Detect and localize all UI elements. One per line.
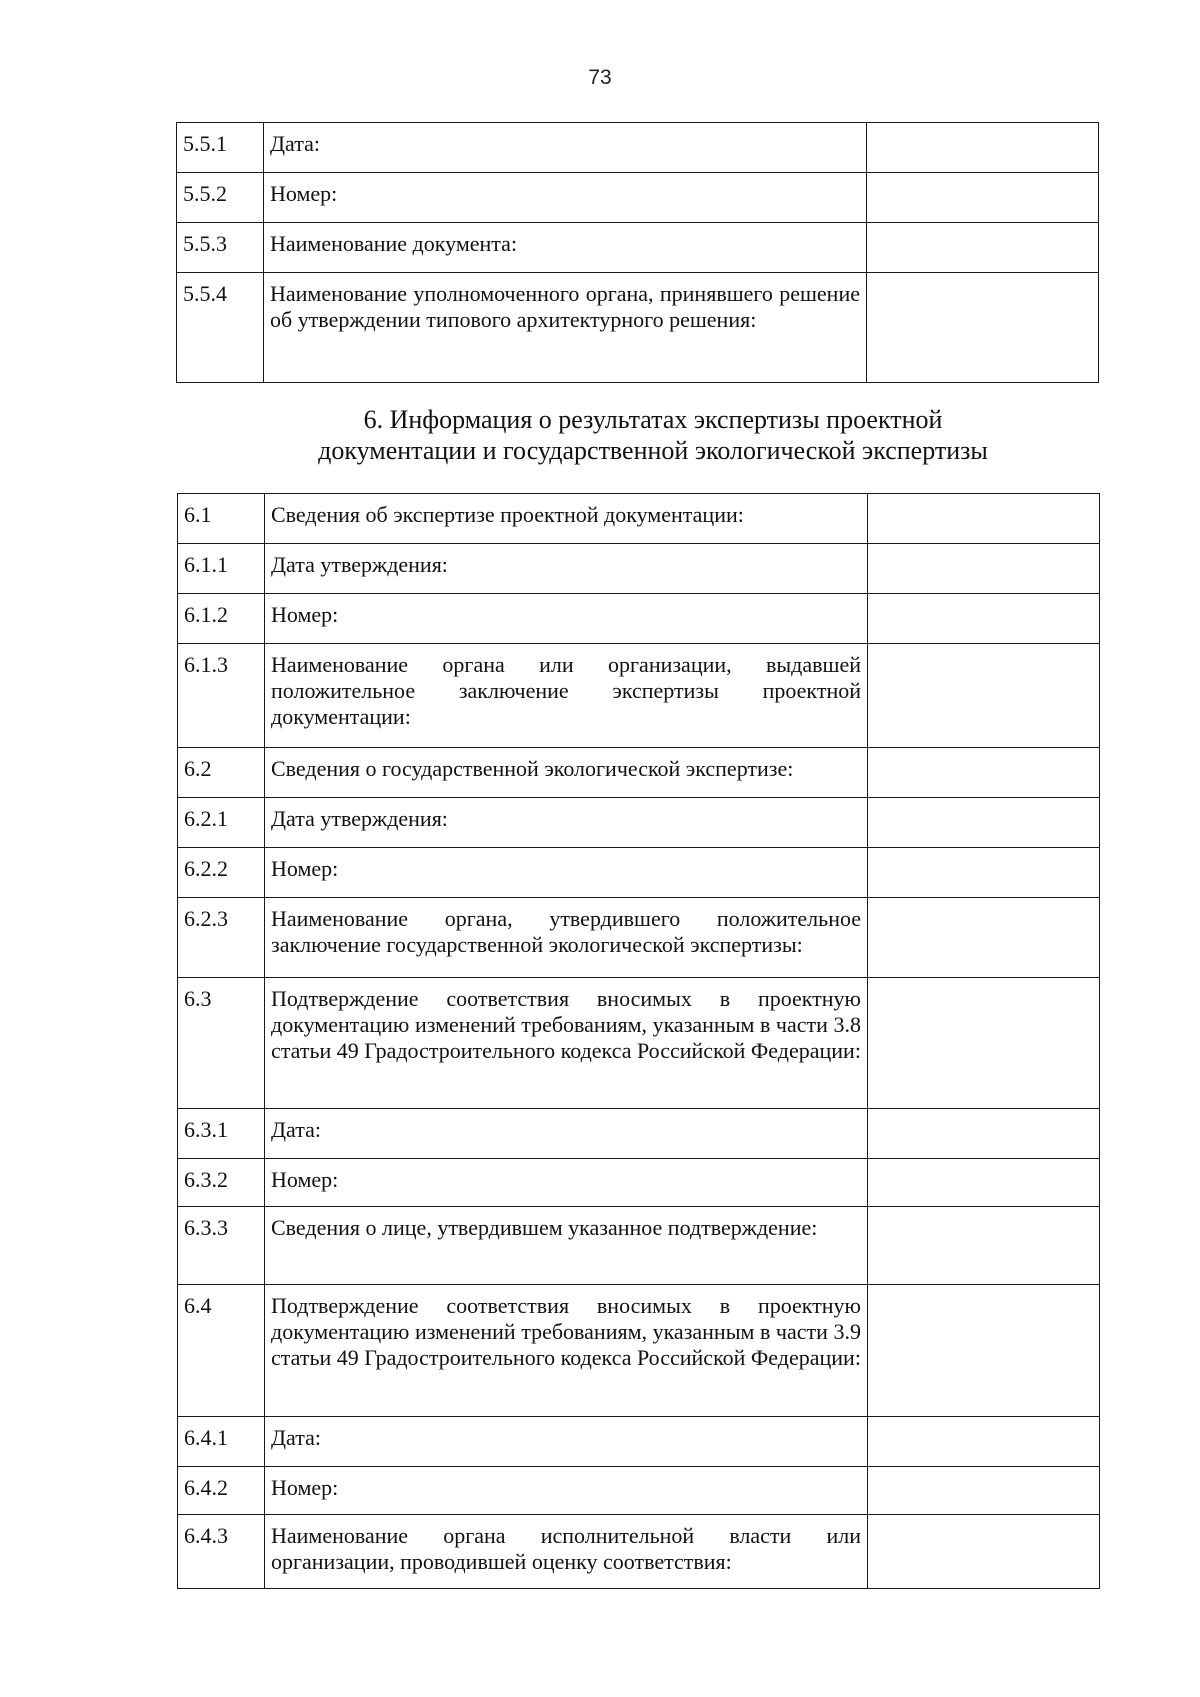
table-row: [177, 223, 1099, 273]
value-cell[interactable]: [868, 644, 1100, 748]
table-row: [178, 1515, 1100, 1589]
value-cell[interactable]: [868, 1109, 1100, 1159]
table-row: [178, 594, 1100, 644]
table-row: [178, 1159, 1100, 1207]
row-label: Номер:: [265, 1467, 868, 1515]
row-number: 6.3: [178, 978, 265, 1109]
value-cell[interactable]: [868, 798, 1100, 848]
table-row: [178, 1417, 1100, 1467]
row-label: Наименование документа:: [264, 223, 867, 273]
row-number: 5.5.2: [177, 173, 264, 223]
table-row: [178, 978, 1100, 1109]
row-label: Номер:: [264, 173, 867, 223]
row-number: 6.2.3: [178, 898, 265, 978]
row-number: 6.4.2: [178, 1467, 265, 1515]
row-label: Дата утверждения:: [265, 798, 868, 848]
value-cell[interactable]: [868, 544, 1100, 594]
table-row: [178, 1285, 1100, 1417]
table-row: [178, 898, 1100, 978]
row-number: 6.4.3: [178, 1515, 265, 1589]
row-label: Дата утверждения:: [265, 544, 868, 594]
table-row: [177, 173, 1099, 223]
value-cell[interactable]: [868, 978, 1100, 1109]
value-cell[interactable]: [868, 494, 1100, 544]
row-number: 5.5.3: [177, 223, 264, 273]
value-cell[interactable]: [868, 748, 1100, 798]
row-number: 6.2.1: [178, 798, 265, 848]
table-row: [177, 273, 1099, 383]
section-heading-line-2: документации и государственной экологической экспертизы: [318, 436, 988, 465]
row-label: Номер:: [265, 1159, 868, 1207]
value-cell[interactable]: [868, 1515, 1100, 1589]
row-number: 6.4: [178, 1285, 265, 1417]
row-label: Сведения о государственной экологической экспертизе:: [265, 748, 868, 798]
row-label: Сведения об экспертизе проектной документации:: [265, 494, 868, 544]
value-cell[interactable]: [868, 594, 1100, 644]
row-label: Наименование органа, утвердившего положительное заключение государственной экологической экспертизы:: [265, 898, 868, 978]
table-section-5-5: [176, 122, 1099, 383]
row-number: 6.2.2: [178, 848, 265, 898]
value-cell[interactable]: [867, 173, 1099, 223]
table-row: [178, 748, 1100, 798]
row-label: Дата:: [265, 1109, 868, 1159]
row-label: Номер:: [265, 594, 868, 644]
row-number: 6.3.3: [178, 1207, 265, 1285]
row-label: Наименование органа или организации, выдавшей положительное заключение экспертизы проектной документации:: [265, 644, 868, 748]
row-label: Дата:: [264, 123, 867, 173]
value-cell[interactable]: [868, 898, 1100, 978]
table-row: [178, 544, 1100, 594]
value-cell[interactable]: [868, 1285, 1100, 1417]
row-label: Номер:: [265, 848, 868, 898]
row-label: Подтверждение соответствия вносимых в проектную документацию изменений требованиям, указанным в части 3.9 статьи 49 Градостроительного кодекса Российской Федерации:: [265, 1285, 868, 1417]
value-cell[interactable]: [868, 1159, 1100, 1207]
row-label: Сведения о лице, утвердившем указанное подтверждение:: [265, 1207, 868, 1285]
value-cell[interactable]: [867, 273, 1099, 383]
row-number: 5.5.1: [177, 123, 264, 173]
table-row: [178, 848, 1100, 898]
row-label: Подтверждение соответствия вносимых в проектную документацию изменений требованиям, указанным в части 3.8 статьи 49 Градостроительного кодекса Российской Федерации:: [265, 978, 868, 1109]
row-number: 6.1.1: [178, 544, 265, 594]
value-cell[interactable]: [868, 1467, 1100, 1515]
value-cell[interactable]: [868, 1207, 1100, 1285]
table-section-6: [177, 493, 1100, 1589]
page-number: 73: [588, 66, 612, 89]
table-row: [178, 1467, 1100, 1515]
value-cell[interactable]: [868, 848, 1100, 898]
row-number: 5.5.4: [177, 273, 264, 383]
section-6-heading: [0, 404, 1200, 466]
table-row: [178, 644, 1100, 748]
row-number: 6.4.1: [178, 1417, 265, 1467]
section-heading-line-1: 6. Информация о результатах экспертизы проектной: [363, 405, 943, 434]
row-number: 6.1.2: [178, 594, 265, 644]
table-row: [178, 1109, 1100, 1159]
value-cell[interactable]: [868, 1417, 1100, 1467]
value-cell[interactable]: [867, 223, 1099, 273]
row-number: 6.3.1: [178, 1109, 265, 1159]
table-row: [178, 494, 1100, 544]
row-number: 6.1.3: [178, 644, 265, 748]
value-cell[interactable]: [867, 123, 1099, 173]
table-row: [178, 1207, 1100, 1285]
row-label: Наименование уполномоченного органа, принявшего решение об утверждении типового архитектурного решения:: [264, 273, 867, 383]
row-number: 6.2: [178, 748, 265, 798]
row-label: Дата:: [265, 1417, 868, 1467]
row-number: 6.3.2: [178, 1159, 265, 1207]
row-number: 6.1: [178, 494, 265, 544]
row-label: Наименование органа исполнительной власти или организации, проводившей оценку соответствия:: [265, 1515, 868, 1589]
table-row: [177, 123, 1099, 173]
table-row: [178, 798, 1100, 848]
